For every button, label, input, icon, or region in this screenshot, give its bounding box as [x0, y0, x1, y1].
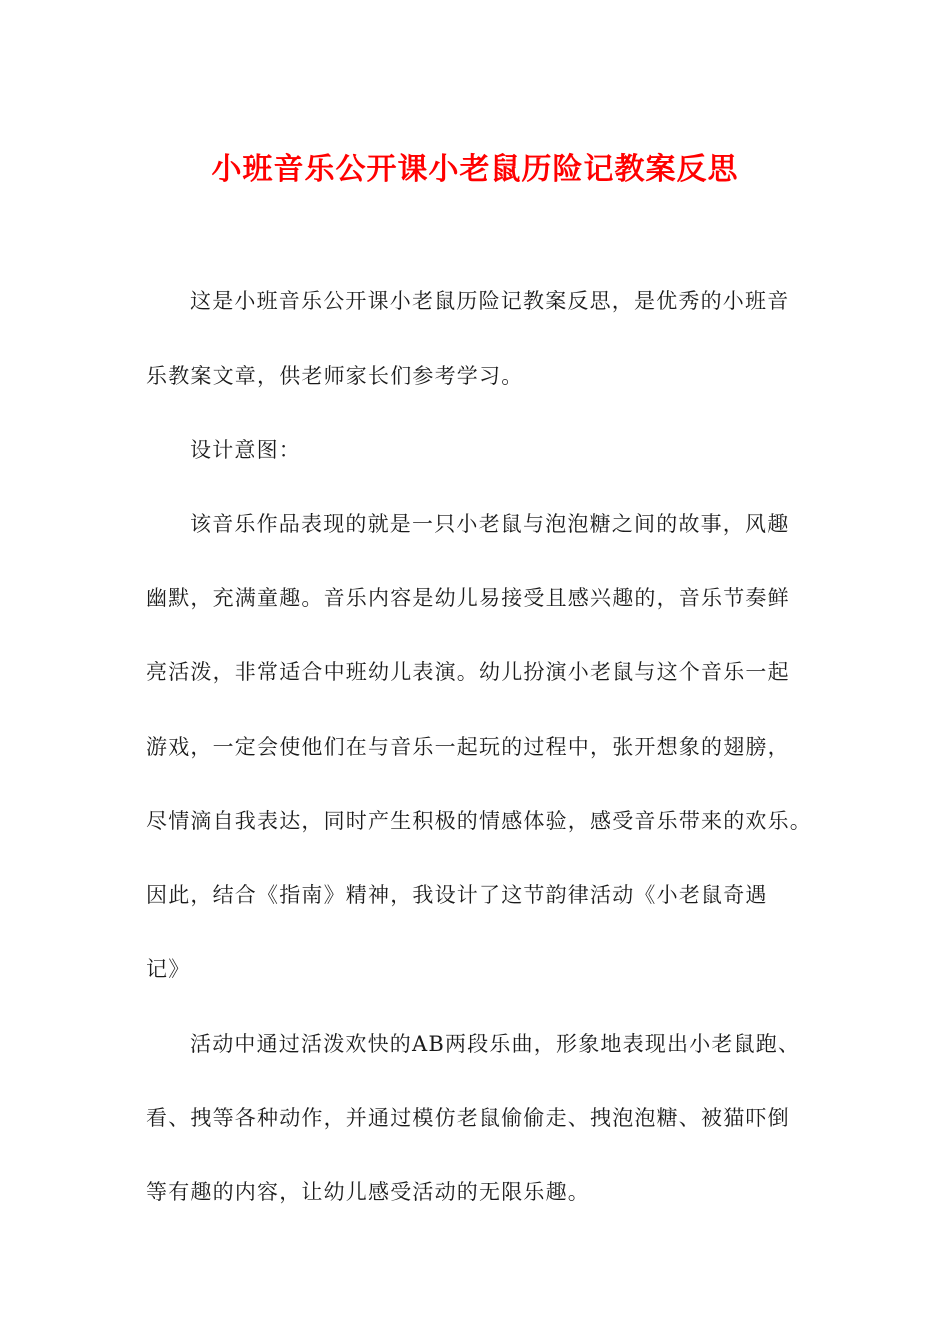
- paragraph-line: 该音乐作品表现的就是一只小老鼠与泡泡糖之间的故事，风趣: [190, 512, 790, 536]
- paragraph-line: 活动中通过活泼欢快的AB两段乐曲，形象地表现出小老鼠跑、: [190, 1032, 801, 1056]
- paragraph-line: 等有趣的内容，让幼儿感受活动的无限乐趣。: [146, 1180, 590, 1204]
- paragraph-line: 尽情滴自我表达，同时产生积极的情感体验，感受音乐带来的欢乐。: [146, 809, 812, 833]
- paragraph-line: 看、拽等各种动作，并通过模仿老鼠偷偷走、拽泡泡糖、被猫吓倒: [146, 1106, 790, 1130]
- paragraph-line: 记》: [146, 957, 191, 981]
- section-heading: 设计意图：: [190, 438, 301, 462]
- paragraph-line: 因此，结合《指南》精神，我设计了这节韵律活动《小老鼠奇遇: [146, 883, 768, 907]
- paragraph-line: 亮活泼，非常适合中班幼儿表演。幼儿扮演小老鼠与这个音乐一起: [146, 660, 790, 684]
- paragraph-line: 乐教案文章，供老师家长们参考学习。: [146, 364, 524, 388]
- paragraph-line: 这是小班音乐公开课小老鼠历险记教案反思，是优秀的小班音: [190, 289, 790, 313]
- paragraph-line: 游戏，一定会使他们在与音乐一起玩的过程中，张开想象的翅膀，: [146, 735, 790, 759]
- paragraph-line: 幽默，充满童趣。音乐内容是幼儿易接受且感兴趣的，音乐节奏鲜: [146, 586, 790, 610]
- document-title: 小班音乐公开课小老鼠历险记教案反思: [211, 152, 739, 187]
